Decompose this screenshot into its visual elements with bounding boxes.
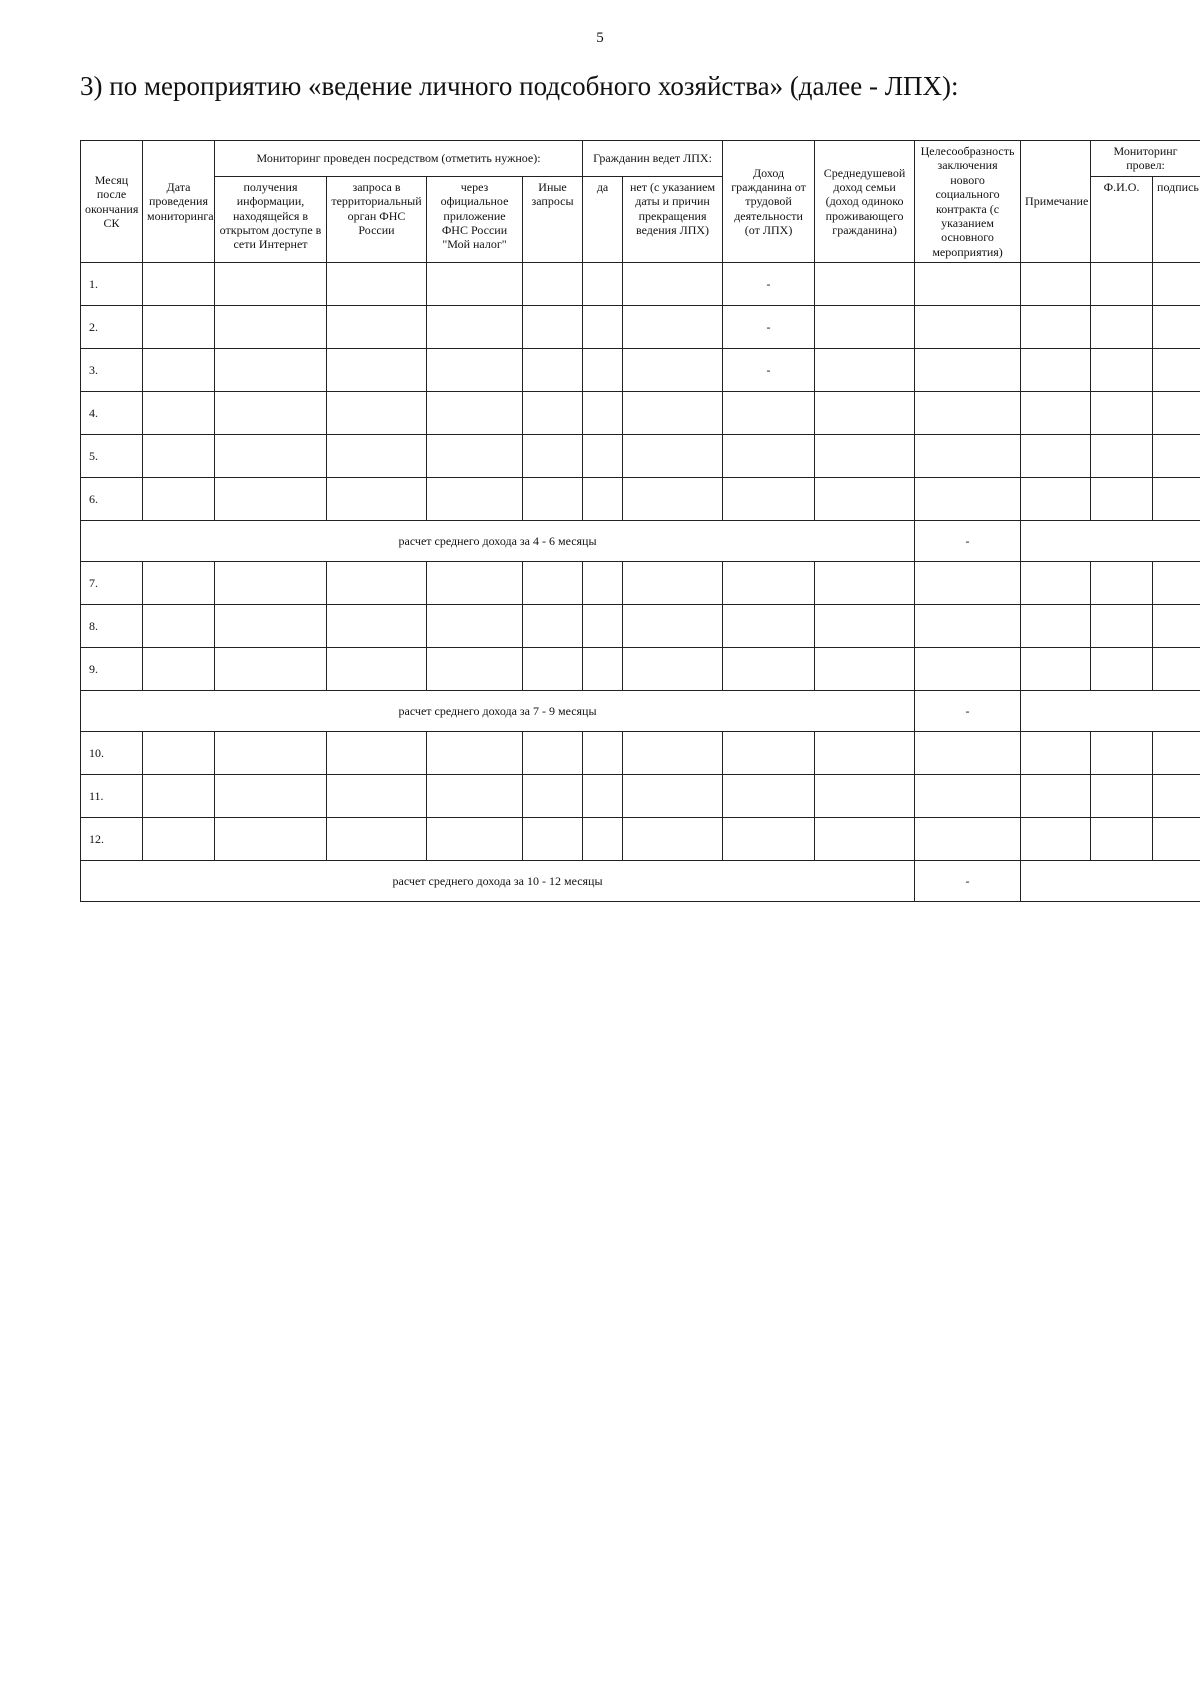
table-row bbox=[81, 648, 1200, 691]
row-number: 12. bbox=[81, 818, 143, 861]
row-number: 5. bbox=[81, 435, 143, 478]
header-app: через официальное приложение ФНС России "Мой налог" bbox=[427, 176, 523, 262]
row-number: 8. bbox=[81, 605, 143, 648]
calc-label: расчет среднего дохода за 10 - 12 месяцы bbox=[81, 861, 915, 902]
header-income: Доход гражданина от трудовой деятельности (от ЛПХ) bbox=[723, 141, 815, 263]
header-conducted-by: Мониторинг провел: bbox=[1091, 141, 1200, 177]
table-row bbox=[81, 306, 1200, 349]
row-number: 4. bbox=[81, 392, 143, 435]
table-row bbox=[81, 478, 1200, 521]
header-note: Примечание bbox=[1021, 141, 1091, 263]
income-cell: - bbox=[723, 349, 815, 392]
header-yes: да bbox=[583, 176, 623, 262]
income-cell bbox=[723, 435, 815, 478]
calc-expedience: - bbox=[915, 521, 1021, 562]
header-lph: Гражданин ведет ЛПХ: bbox=[583, 141, 723, 177]
calc-row bbox=[81, 521, 1200, 562]
calc-expedience: - bbox=[915, 861, 1021, 902]
header-avg-income: Среднедушевой доход семьи (доход одиноко проживающего гражданина) bbox=[815, 141, 915, 263]
income-cell: - bbox=[723, 306, 815, 349]
calc-row bbox=[81, 691, 1200, 732]
table-row bbox=[81, 392, 1200, 435]
header-signature: подпись bbox=[1153, 176, 1200, 262]
header-fns-request: запроса в территориальный орган ФНС России bbox=[327, 176, 427, 262]
table-row bbox=[81, 775, 1200, 818]
row-number: 11. bbox=[81, 775, 143, 818]
header-fio: Ф.И.О. bbox=[1091, 176, 1153, 262]
monitoring-table-container bbox=[80, 140, 1199, 902]
table-row bbox=[81, 605, 1200, 648]
header-expedience: Целесообразность заключения нового социального контракта (с указанием основного мероприятия) bbox=[915, 141, 1021, 263]
header-internet: получения информации, находящейся в открытом доступе в сети Интернет bbox=[215, 176, 327, 262]
table-row bbox=[81, 732, 1200, 775]
income-cell bbox=[723, 478, 815, 521]
row-number: 6. bbox=[81, 478, 143, 521]
table-row bbox=[81, 435, 1200, 478]
row-number: 3. bbox=[81, 349, 143, 392]
income-cell bbox=[723, 392, 815, 435]
calc-label: расчет среднего дохода за 7 - 9 месяцы bbox=[81, 691, 915, 732]
row-number: 9. bbox=[81, 648, 143, 691]
header-date: Дата проведения мониторинга bbox=[143, 141, 215, 263]
row-number: 2. bbox=[81, 306, 143, 349]
income-cell: - bbox=[723, 263, 815, 306]
row-number: 1. bbox=[81, 263, 143, 306]
row-number: 10. bbox=[81, 732, 143, 775]
row-number: 7. bbox=[81, 562, 143, 605]
table-row bbox=[81, 349, 1200, 392]
table-row bbox=[81, 818, 1200, 861]
header-monitoring-via: Мониторинг проведен посредством (отметить нужное): bbox=[215, 141, 583, 177]
lph-monitoring-table bbox=[80, 140, 1200, 902]
section-heading: 3) по мероприятию «ведение личного подсобного хозяйства» (далее - ЛПХ): bbox=[80, 71, 959, 101]
calc-expedience: - bbox=[915, 691, 1021, 732]
table-row bbox=[81, 263, 1200, 306]
header-month: Месяц после окончания СК bbox=[81, 141, 143, 263]
calc-label: расчет среднего дохода за 4 - 6 месяцы bbox=[81, 521, 915, 562]
table-row bbox=[81, 562, 1200, 605]
header-other: Иные запросы bbox=[523, 176, 583, 262]
header-no: нет (с указанием даты и причин прекращения ведения ЛПХ) bbox=[623, 176, 723, 262]
calc-row bbox=[81, 861, 1200, 902]
page-number: 5 bbox=[596, 30, 604, 46]
